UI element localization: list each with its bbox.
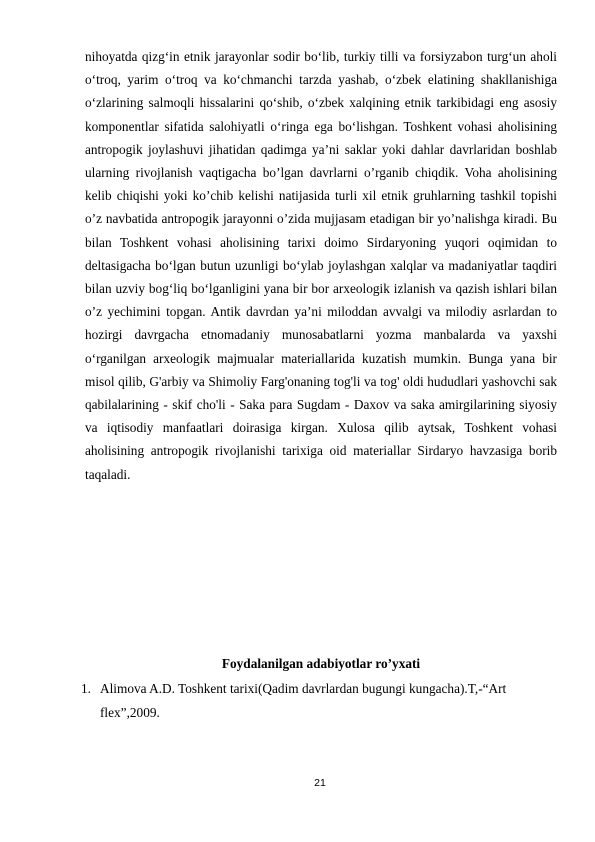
reference-number: 1. bbox=[81, 681, 91, 696]
page-number: 21 bbox=[314, 777, 326, 789]
reference-text: Alimova A.D. Toshkent tarixi(Qadim davrlardan bugungi kungacha).T,-“Art flex”,2009. bbox=[100, 681, 507, 720]
references-heading: Foydalanilgan adabiyotlar ro’yxati bbox=[221, 656, 421, 671]
reference-item bbox=[81, 677, 551, 724]
references-list bbox=[81, 677, 551, 724]
body-paragraph: nihoyatda qizg‘in etnik jarayonlar sodir bo‘lib, turkiy tilli va forsiyzabon turg‘un aholi o‘troq, yarim o‘troq va ko‘chmanchi tarzda yashab, o‘zbek elatining shakllanishiga o‘zlarining salmoqli hissalarini qo‘shib, o‘zbek xalqining etnik tarkibidagi eng asosiy komponentlar sifatida salohiyatli o‘ringa ega bo‘lishgan. Toshkent vohasi aholisining antropogik joylashuvi jihatidan qadimga ya’ni saklar yoki dahlar davrlaridan boshlab ularning rivojlanish vaqtigacha bo’lgan davrlarni o’rganib chiqdik. Voha aholisining kelib chiqishi yoki ko’chib kelishi natijasida turli xil etnik gruhlarning tashkil topishi o’z navbatida antropogik jarayonni o’zida mujjasam etadigan bir yo’nalishga kiradi. Bu bilan Toshkent vohasi aholisining tarixi doimo Sirdaryoning yuqori oqimidan to deltasigacha bo‘lgan butun uzunligi bo‘ylab joylashgan xalqlar va madaniyatlar taqdiri bilan uzviy bog‘liq bo‘lganligini yana bir bor arxeologik izlanish va qazish ishlari bilan o’z yechimini topgan. Antik davrdan ya’ni miloddan avvalgi va milodiy asrlardan to hozirgi davrgacha etnomadaniy munosabatlarni yozma manbalarda va yaxshi o‘rganilgan arxeologik majmualar materiallarida kuzatish mumkin. Bunga yana bir misol qilib, G'arbiy va Shimoliy Farg'onaning tog'li va tog' oldi hududlari yashovchi sak qabilalarining - skif cho'li - Saka para Sugdam - Daxov va saka amirgilarining siyosiy va iqtisodiy manfaatlari doirasiga kirgan. Xulosa qilib aytsak, Toshkent vohasi aholisining antropogik rivojlanishi tarixiga oid materiallar Sirdaryo havzasiga borib taqaladi. bbox=[85, 49, 557, 482]
